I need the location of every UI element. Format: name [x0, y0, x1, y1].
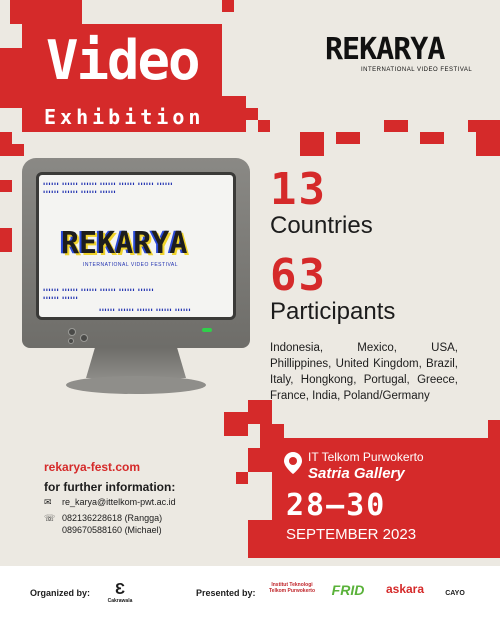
pixel-block [248, 400, 272, 424]
rekarya-logo [325, 32, 473, 78]
pixel-block [22, 0, 82, 24]
phone-row [44, 512, 244, 538]
event-dates: 28—30 [286, 488, 387, 523]
pixel-block [468, 120, 500, 132]
pixel-block [488, 420, 500, 438]
whatsapp-icon: ☏ [44, 513, 56, 523]
footer [0, 566, 500, 626]
pixel-block [420, 132, 444, 144]
sponsor-telkom: Institut Teknologi Telkom Purwokerto [268, 582, 316, 594]
crt-monitor [22, 158, 250, 410]
venue-box [272, 438, 500, 558]
scanline-text: ▮▮▮▮▮▮ ▮▮▮▮▮▮ [43, 295, 79, 300]
monitor-screen [36, 172, 236, 320]
scanline-text: ▮▮▮▮▮▮ ▮▮▮▮▮▮ ▮▮▮▮▮▮ ▮▮▮▮▮▮ ▮▮▮▮▮▮ ▮▮▮▮▮▮ [43, 287, 155, 292]
screen-logo-word: REKARYA [61, 226, 188, 261]
pixel-block [476, 132, 500, 156]
pixel-block [246, 108, 258, 120]
organizer-name: Cakrawala [107, 598, 133, 604]
info-heading: for further information: [44, 480, 176, 494]
pixel-block [0, 48, 22, 108]
pixel-block [0, 228, 12, 252]
control-knob [68, 338, 74, 344]
pixel-block [248, 520, 272, 558]
email-row [44, 496, 244, 508]
participants-label: Participants [270, 298, 396, 325]
hero-title: Video [46, 29, 199, 92]
phone-1[interactable]: 082136228618 (Rangga) [62, 513, 163, 523]
pixel-block [0, 132, 12, 144]
email-text[interactable]: re_karya@ittelkom-pwt.ac.id [62, 497, 176, 507]
organizer-logo: Ɛ Cakrawala [100, 582, 140, 604]
country-list: Indonesia, Mexico, USA, Phillippines, United Kingdom, Brazil, Italy, Hongkong, Portugal, Greece, France, India, Poland/Germany [270, 342, 458, 402]
location-pin-icon [284, 452, 302, 474]
monitor-stand [86, 344, 186, 378]
power-led [202, 328, 212, 332]
pixel-block [0, 180, 12, 192]
pixel-block [384, 120, 408, 132]
pixel-block [300, 132, 324, 156]
logo-wordmark: REKARYA [325, 32, 445, 67]
website-link[interactable]: rekarya-fest.com [44, 460, 141, 474]
sponsor-frid: FRID [331, 582, 365, 598]
sponsor-cayo: CAYO [445, 590, 465, 597]
pixel-block [258, 120, 270, 132]
screen-logo-tagline: INTERNATIONAL VIDEO FESTIVAL [83, 262, 179, 268]
presented-label: Presented by: [196, 588, 256, 598]
scanline-text: ▮▮▮▮▮▮ ▮▮▮▮▮▮ ▮▮▮▮▮▮ ▮▮▮▮▮▮ ▮▮▮▮▮▮ ▮▮▮▮▮▮ ▮▮▮▮▮▮ [43, 181, 173, 186]
hero-subtitle: Exhibition [44, 105, 205, 129]
pixel-block [224, 412, 248, 436]
pixel-block [0, 144, 24, 156]
control-knob [80, 334, 88, 342]
scanline-text: ▮▮▮▮▮▮ ▮▮▮▮▮▮ ▮▮▮▮▮▮ ▮▮▮▮▮▮ [43, 189, 117, 194]
scanline-text: ▮▮▮▮▮▮ ▮▮▮▮▮▮ ▮▮▮▮▮▮ ▮▮▮▮▮▮ ▮▮▮▮▮▮ [99, 307, 192, 312]
monitor-base [66, 376, 206, 394]
mail-icon: ✉ [44, 497, 52, 507]
phone-2[interactable]: 089670588160 (Michael) [62, 525, 162, 535]
sponsor-askara: askara [385, 582, 425, 596]
pixel-block [236, 472, 248, 484]
pixel-block [336, 132, 360, 144]
control-knob [68, 328, 76, 336]
logo-tagline: INTERNATIONAL VIDEO FESTIVAL [361, 67, 473, 73]
venue-institution: IT Telkom Purwokerto [308, 450, 424, 464]
countries-count: 13 [270, 164, 327, 215]
pixel-block [222, 0, 234, 12]
event-month: SEPTEMBER 2023 [286, 526, 417, 543]
countries-label: Countries [270, 212, 373, 239]
pixel-block [222, 96, 246, 132]
venue-name: Satria Gallery [308, 465, 405, 482]
organized-label: Organized by: [30, 588, 91, 598]
pixel-block [10, 0, 22, 24]
pixel-block [248, 448, 272, 472]
participants-count: 63 [270, 250, 327, 301]
